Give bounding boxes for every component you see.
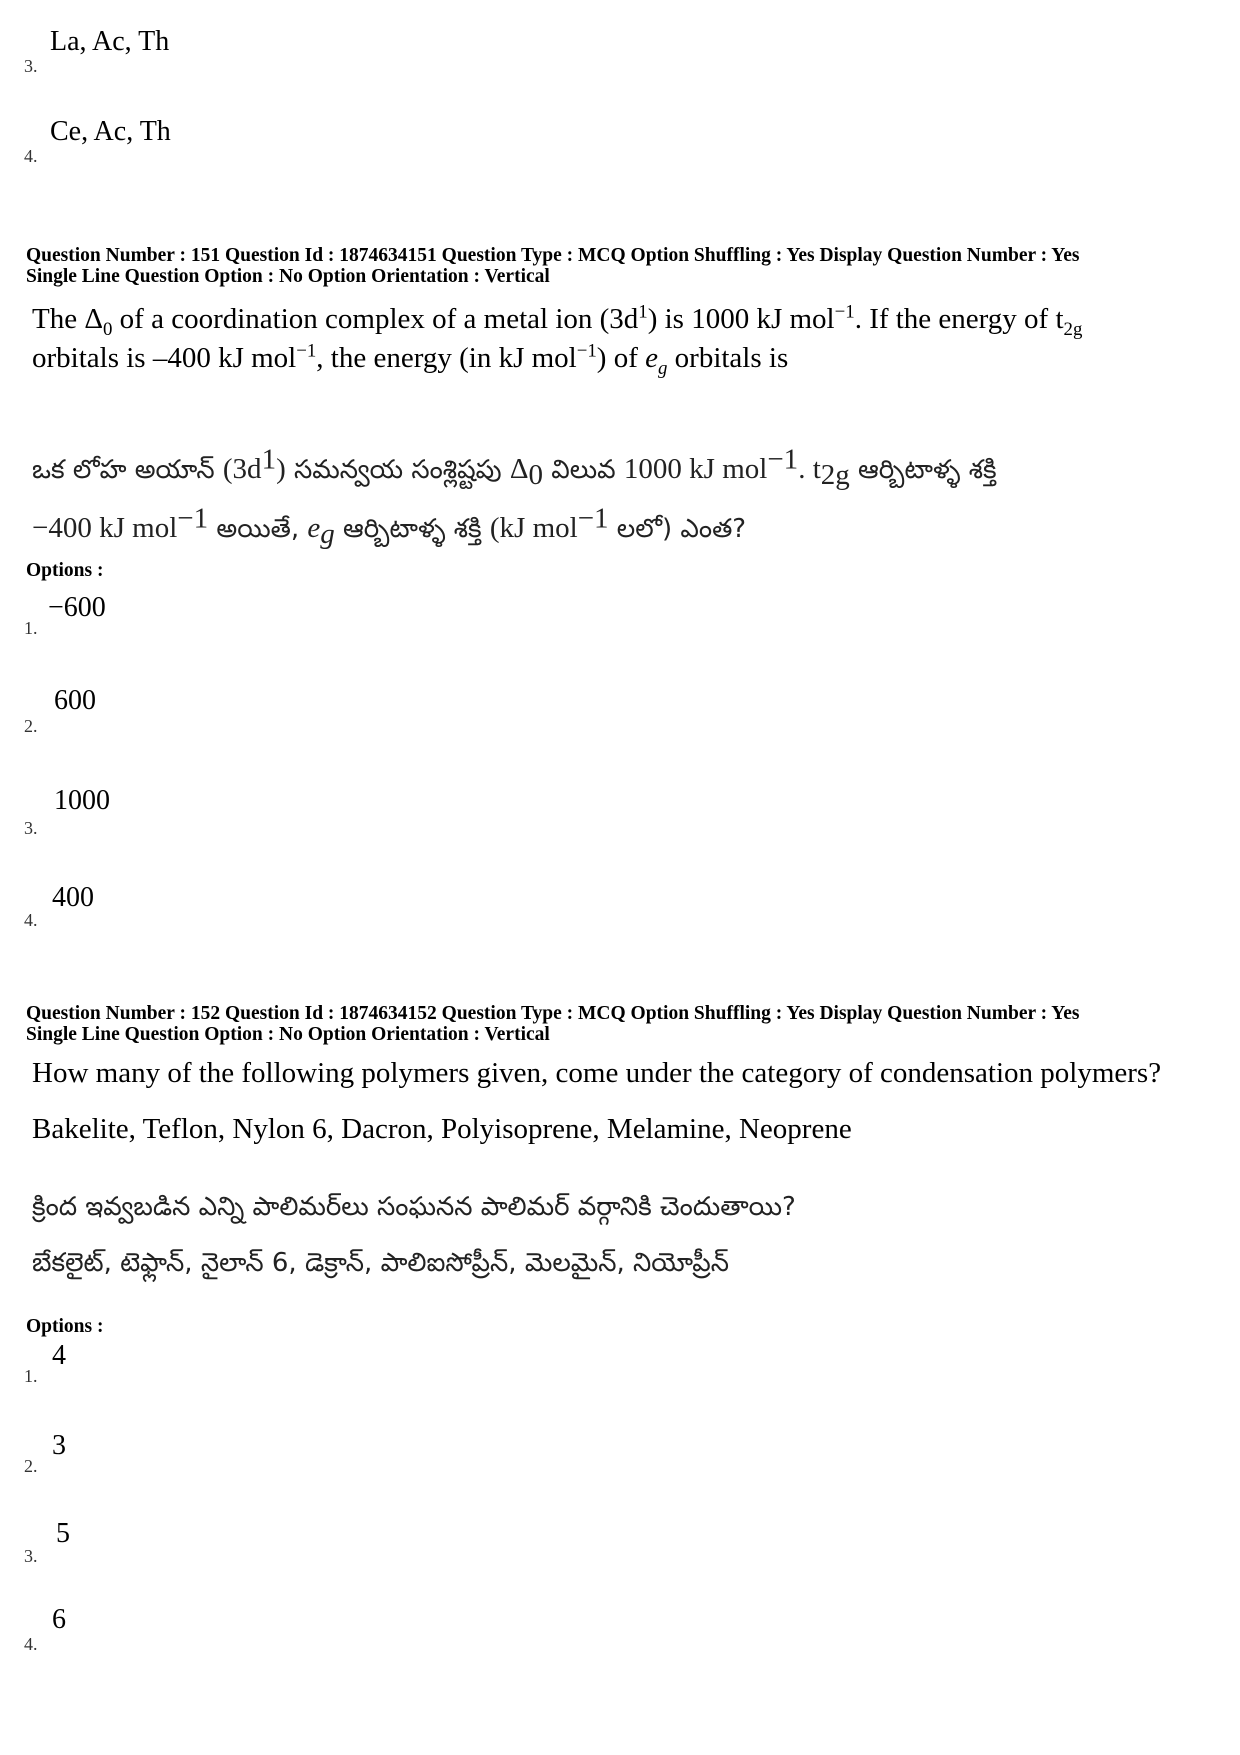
- option-value: −600: [48, 592, 106, 623]
- option-number: 4.: [24, 910, 38, 930]
- options-label: Options :: [26, 560, 104, 581]
- option-value: 5: [56, 1518, 70, 1549]
- question-text-english: How many of the following polymers given, come under the category of condensation polymers?: [32, 1057, 1162, 1089]
- question-meta-line1: Question Number : 152 Question Id : 1874634152 Question Type : MCQ Option Shuffling : Yes Display Question Number : Yes: [26, 1003, 1080, 1024]
- question-meta-line1: Question Number : 151 Question Id : 1874634151 Question Type : MCQ Option Shuffling : Yes Display Question Number : Yes: [26, 245, 1080, 266]
- question-meta-line2: Single Line Question Option : No Option Orientation : Vertical: [26, 1024, 550, 1045]
- option-number: 3.: [24, 1546, 38, 1566]
- polymer-list-english: Bakelite, Teflon, Nylon 6, Dacron, Polyisoprene, Melamine, Neoprene: [32, 1113, 852, 1145]
- option-value: La, Ac, Th: [50, 26, 170, 57]
- options-label: Options :: [26, 1316, 104, 1337]
- option-number: 3.: [24, 818, 38, 838]
- option-number: 4.: [24, 1634, 38, 1654]
- polymer-list-telugu: బేకలైట్, టెఫ్లాన్, నైలాన్ 6, డెక్రాన్, పాలిఐసోప్రీన్, మెలమైన్, నియోప్రీన్: [32, 1248, 730, 1278]
- option-number: 1.: [24, 1366, 38, 1386]
- option-value: 1000: [54, 785, 110, 816]
- option-value: 6: [52, 1604, 66, 1635]
- option-number: 2.: [24, 716, 38, 736]
- question-meta-line2: Single Line Question Option : No Option Orientation : Vertical: [26, 266, 550, 287]
- question-text-telugu: ఒక లోహ అయాన్ $(3d^1)$ సమన్వయ సంశ్లిష్టపు $\Delta_0$ విలువ 1000 kJ mol$^{-1}$. $t_{2g}$ ఆర్బిటాళ్ళ శక్తి −400 kJ mol$^{-1}$ అయితే, $e_g$ ఆర్బిటాళ్ళ శక్తి (kJ mol$^{-1}$ లలో) ఎంత?: [32, 443, 997, 551]
- question-meta: [26, 1003, 1226, 1045]
- option-value: 400: [52, 882, 94, 913]
- question-text-english: The $\Delta_0$ of a coordination complex of a metal ion $(3d^1)$ is 1000 kJ mol$^{-1}$. If the energy of $t_{2g}$ orbitals is –400 kJ mol$^{-1}$, the energy (in kJ mol$^{-1}$) of $e_g$ orbitals is: [32, 301, 1083, 379]
- option-number: 3.: [24, 56, 38, 76]
- option-value: 4: [52, 1340, 66, 1371]
- option-number: 1.: [24, 618, 38, 638]
- option-value: 600: [54, 685, 96, 716]
- question-meta: [26, 245, 1226, 287]
- option-number: 4.: [24, 146, 38, 166]
- option-value: 3: [52, 1430, 66, 1461]
- option-number: 2.: [24, 1456, 38, 1476]
- question-text-telugu: క్రింద ఇవ్వబడిన ఎన్ని పాలిమర్‌లు సంఘనన పాలిమర్ వర్గానికి చెందుతాయి?: [32, 1192, 796, 1222]
- option-value: Ce, Ac, Th: [50, 116, 171, 147]
